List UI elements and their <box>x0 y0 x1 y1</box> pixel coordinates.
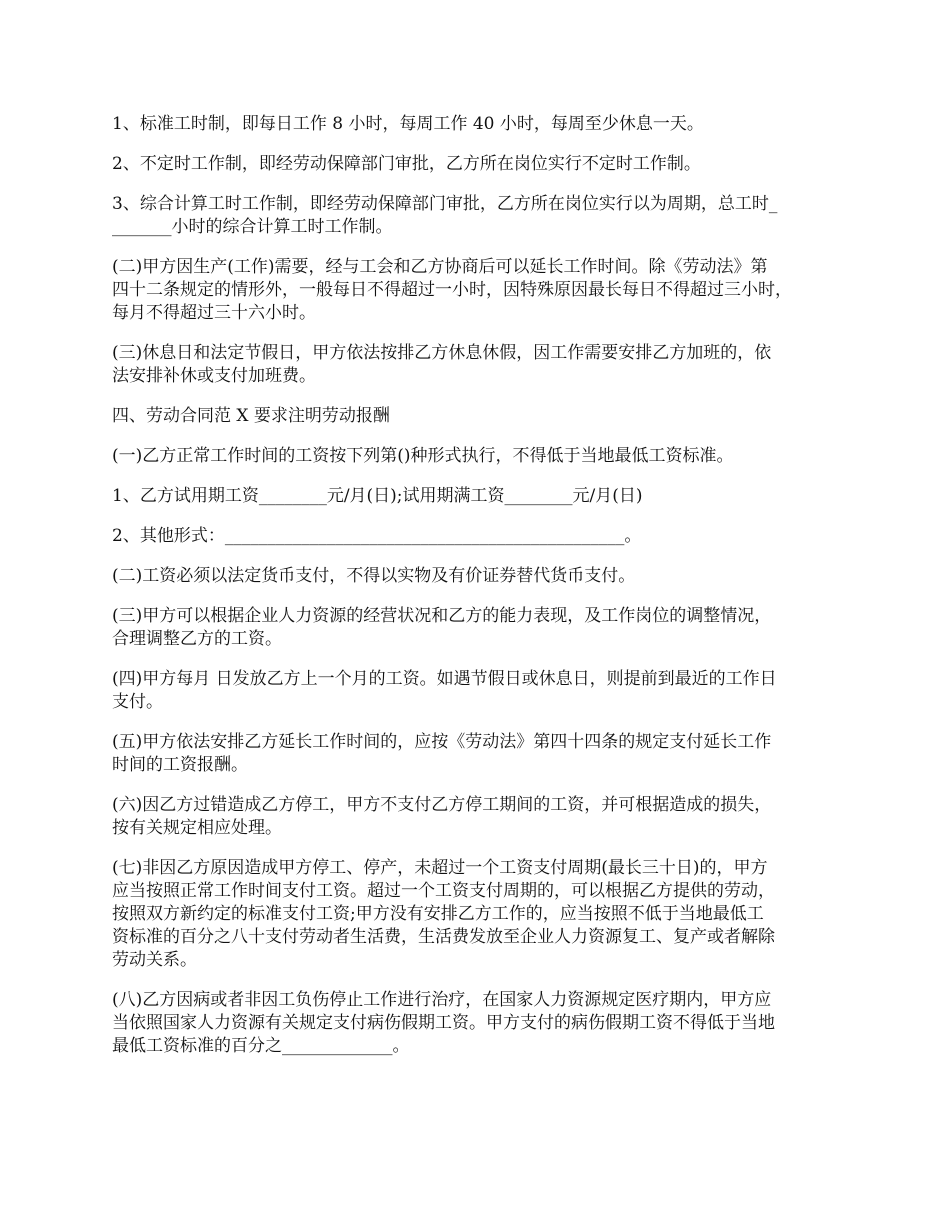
clause-overtime-pay: (五)甲方依法安排乙方延长工作时间的，应按《劳动法》第四十四条的规定支付延长工作 时间的工资报酬。 <box>112 732 772 775</box>
clause-wage-adjustment: (三)甲方可以根据企业人力资源的经营状况和乙方的能力表现，及工作岗位的调整情况， 合理调整乙方的工资。 <box>112 606 772 649</box>
clause-flexible-hours: 2、不定时工作制，即经劳动保障部门审批，乙方所在岗位实行不定时工作制。 <box>112 154 701 174</box>
clause-non-fault-stoppage: (七)非因乙方原因造成甲方停工、停产，未超过一个工资支付周期(最长三十日)的，甲方 应当按照正常工作时间支付工资。超过一个工资支付周期的，可以根据乙方提供的劳动， 按照双方新约定的标准支付工资;甲方没有安排乙方工作的，应当按照不低于当地最低工 资标准的百分之八十支付劳动者生活费，生活费发放至企业人力资源复工、复产或者解除 劳动关系。 <box>112 858 775 970</box>
clause-other-form: 2、其他形式：_______________________________________________。 <box>112 526 642 546</box>
clause-wage-form: (一)乙方正常工作时间的工资按下列第()种形式执行，不得低于当地最低工资标准。 <box>112 446 734 466</box>
clause-probation-wage: 1、乙方试用期工资________元/月(日);试用期满工资________元/月(日) <box>112 486 643 506</box>
clause-holiday-overtime: (三)休息日和法定节假日，甲方依法按排乙方休息休假，因工作需要安排乙方加班的，依 法安排补休或支付加班费。 <box>112 343 772 386</box>
clause-fault-stoppage: (六)因乙方过错造成乙方停工，甲方不支付乙方停工期间的工资，并可根据造成的损失， 按有关规定相应处理。 <box>112 795 772 838</box>
clause-legal-currency: (二)工资必须以法定货币支付，不得以实物及有价证券替代货币支付。 <box>112 566 636 586</box>
clause-payday: (四)甲方每月 日发放乙方上一个月的工资。如遇节假日或休息日，则提前到最近的工作日 支付。 <box>112 669 777 712</box>
clause-standard-hours: 1、标准工时制，即每日工作 8 小时，每周工作 40 小时，每周至少休息一天。 <box>112 114 704 134</box>
clause-sick-leave-pay: (八)乙方因病或者非因工负伤停止工作进行治疗，在国家人力资源规定医疗期内，甲方应 当依照国家人力资源有关规定支付病伤假期工资。甲方支付的病伤假期工资不得低于当地 最低工资标准的百分之_____________。 <box>112 990 775 1056</box>
section-heading-remuneration: 四、劳动合同范 X 要求注明劳动报酬 <box>112 406 390 426</box>
document-body <box>112 113 857 1075</box>
clause-comprehensive-hours: 3、综合计算工时工作制，即经劳动保障部门审批，乙方所在岗位实行以为周期，总工时_ _______小时的综合计算工时工作制。 <box>112 194 778 237</box>
clause-overtime-extension: (二)甲方因生产(工作)需要，经与工会和乙方协商后可以延长工作时间。除《劳动法》第 四十二条规定的情形外，一般每日不得超过一小时，因特殊原因最长每日不得超过三小时， 每月不得超过三十六小时。 <box>112 257 792 323</box>
